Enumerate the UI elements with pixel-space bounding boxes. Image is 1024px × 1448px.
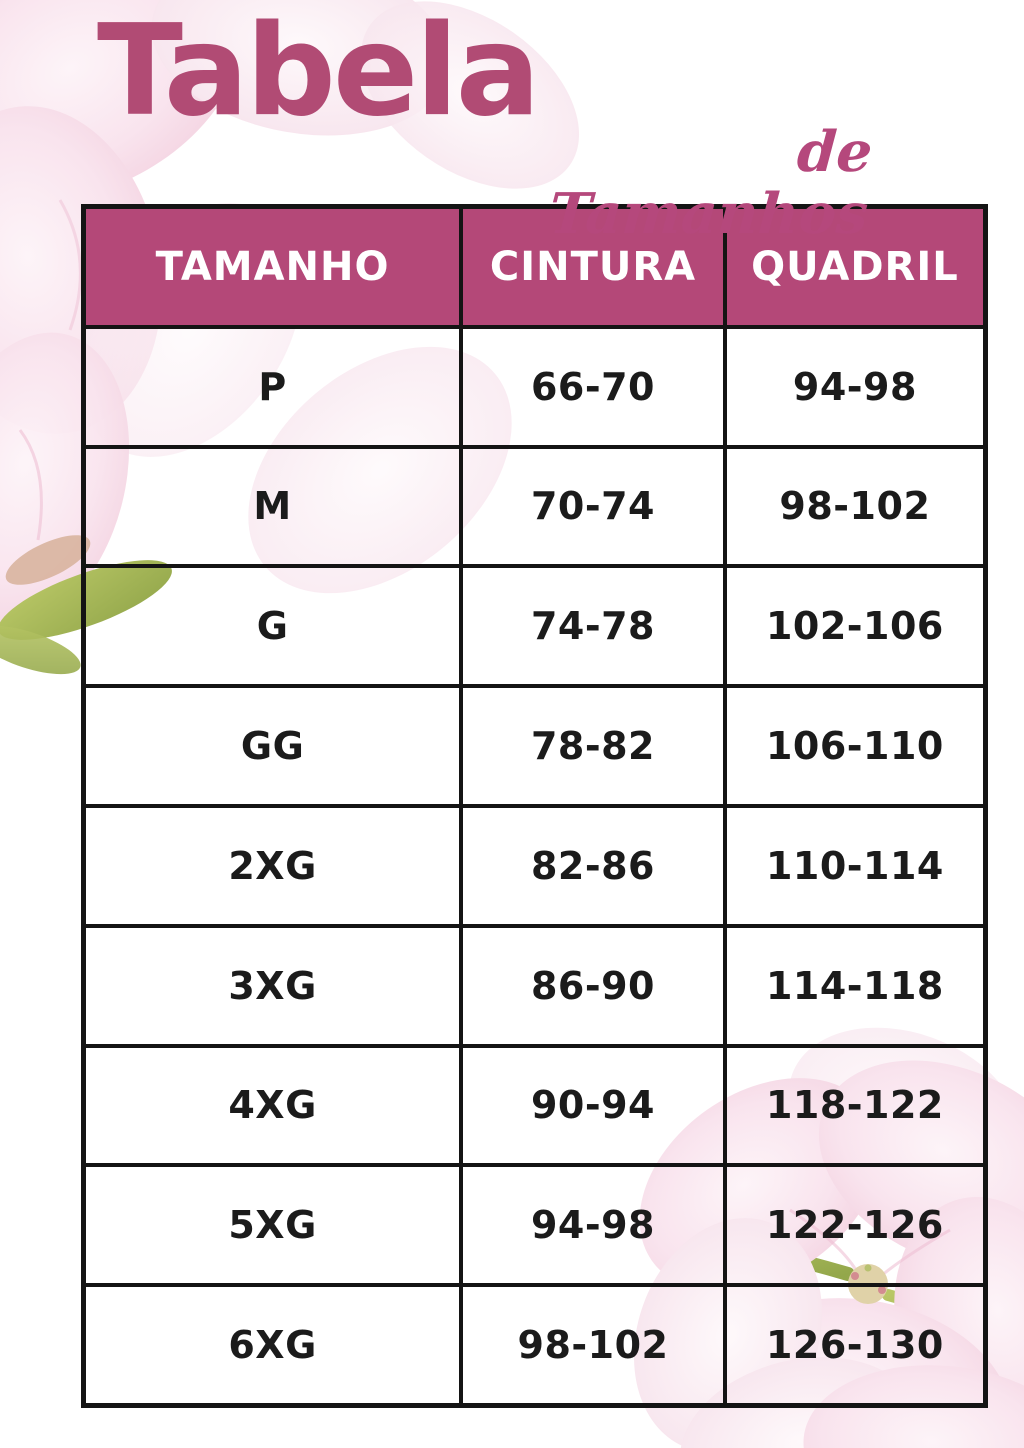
size-cell: M	[253, 484, 292, 529]
waist-cell: 86-90	[459, 928, 723, 1044]
hip-cell: 106-110	[723, 688, 983, 804]
hip-cell: 122-126	[723, 1167, 983, 1283]
waist-cell: 90-94	[459, 1048, 723, 1164]
table-row	[86, 1283, 983, 1403]
table-row	[86, 804, 983, 924]
hip-cell: 118-122	[723, 1048, 983, 1164]
waist-cell: 66-70	[459, 329, 723, 445]
size-cell: 4XG	[228, 1083, 317, 1128]
hip-cell: 102-106	[723, 568, 983, 684]
size-cell: P	[258, 364, 287, 409]
table-row	[86, 325, 983, 445]
column-header-cintura: CINTURA	[459, 209, 723, 325]
size-cell: GG	[240, 724, 305, 769]
hip-cell: 110-114	[723, 808, 983, 924]
column-header-tamanho: TAMANHO	[155, 243, 390, 290]
table-row	[86, 1044, 983, 1164]
table-row	[86, 924, 983, 1044]
waist-cell: 82-86	[459, 808, 723, 924]
waist-cell: 98-102	[459, 1287, 723, 1403]
size-cell: 5XG	[228, 1203, 317, 1248]
size-table	[81, 204, 988, 1408]
waist-cell: 74-78	[459, 568, 723, 684]
size-cell: G	[256, 604, 289, 649]
page-title: Tabela	[97, 0, 538, 144]
waist-cell: 94-98	[459, 1167, 723, 1283]
size-cell: 3XG	[228, 963, 317, 1008]
hip-cell: 126-130	[723, 1287, 983, 1403]
table-row	[86, 564, 983, 684]
table-row	[86, 684, 983, 804]
table-row	[86, 445, 983, 565]
hip-cell: 94-98	[723, 329, 983, 445]
hip-cell: 98-102	[723, 449, 983, 565]
waist-cell: 78-82	[459, 688, 723, 804]
page-subtitle: de Tamanhos	[547, 119, 875, 247]
size-cell: 2XG	[228, 843, 317, 888]
table-row	[86, 1163, 983, 1283]
column-header-quadril: QUADRIL	[723, 209, 983, 325]
waist-cell: 70-74	[459, 449, 723, 565]
hip-cell: 114-118	[723, 928, 983, 1044]
size-cell: 6XG	[228, 1323, 317, 1368]
